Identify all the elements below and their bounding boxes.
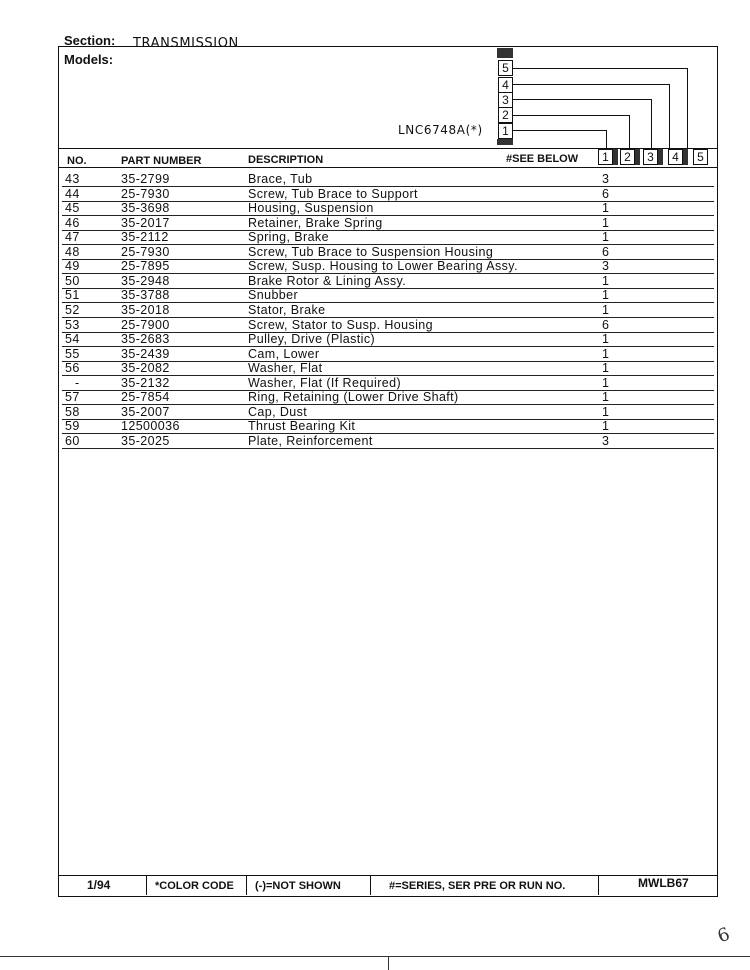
row-part-number: 35-3698 — [121, 201, 170, 216]
row-description: Thrust Bearing Kit — [248, 419, 356, 434]
row-part-number: 35-2017 — [121, 215, 170, 230]
row-number: 43 — [65, 172, 80, 186]
series-col-4: 4 — [668, 149, 683, 165]
row-qty: 3 — [602, 433, 610, 448]
row-description: Cap, Dust — [248, 404, 308, 419]
series-col-5: 5 — [693, 149, 708, 165]
col-description: DESCRIPTION — [248, 154, 324, 166]
row-part-number: 35-2082 — [121, 361, 170, 376]
ladder-box-2: 2 — [498, 107, 513, 123]
row-number: 59 — [65, 419, 80, 434]
models-label: Models: — [64, 52, 114, 67]
row-description: Cam, Lower — [248, 346, 320, 361]
section-value: TRANSMISSION — [133, 36, 239, 51]
row-description: Screw, Tub Brace to Support — [248, 186, 418, 201]
row-part-number: 25-7930 — [121, 244, 170, 259]
col-no: NO. — [67, 155, 87, 167]
row-part-number: 35-2018 — [121, 302, 170, 317]
row-description: Housing, Suspension — [248, 201, 374, 216]
row-qty: 1 — [602, 419, 610, 434]
row-part-number: 35-2007 — [121, 404, 170, 419]
row-number: 46 — [65, 215, 80, 230]
header-top-rule — [59, 148, 717, 149]
row-number: 56 — [65, 361, 80, 376]
row-qty: 6 — [602, 317, 610, 332]
row-description: Screw, Tub Brace to Suspension Housing — [248, 244, 494, 259]
header-bottom-rule — [59, 167, 717, 168]
row-description: Brake Rotor & Lining Assy. — [248, 273, 407, 288]
row-part-number: 35-3788 — [121, 288, 170, 303]
col-part-number: PART NUMBER — [121, 155, 202, 167]
col-see-below: #SEE BELOW — [506, 153, 579, 165]
row-description: Spring, Brake — [248, 230, 329, 245]
series-col-2: 2 — [620, 149, 635, 165]
row-description: Screw, Susp. Housing to Lower Bearing Assy. — [248, 259, 518, 274]
footer-top-rule — [59, 875, 717, 876]
row-number: 54 — [65, 332, 80, 347]
row-qty: 1 — [602, 273, 610, 288]
row-number: 45 — [65, 201, 80, 216]
footer-series-note: #=SERIES, SER PRE OR RUN NO. — [389, 880, 566, 892]
row-underline — [62, 448, 714, 449]
footer-date: 1/94 — [87, 878, 111, 892]
scan-bottom-line — [0, 956, 750, 957]
row-number: 50 — [65, 273, 80, 288]
model-name: LNC6748A(*) — [398, 123, 483, 137]
row-description: Brace, Tub — [248, 172, 313, 186]
row-number: 47 — [65, 230, 80, 245]
row-number: 60 — [65, 433, 80, 448]
row-number: 55 — [65, 346, 80, 361]
row-number: 57 — [65, 390, 80, 405]
row-number: - — [75, 375, 80, 390]
row-description: Stator, Brake — [248, 302, 326, 317]
series-col-3: 3 — [643, 149, 658, 165]
row-part-number: 35-2683 — [121, 332, 170, 347]
row-description: Retainer, Brake Spring — [248, 215, 383, 230]
row-description: Screw, Stator to Susp. Housing — [248, 317, 434, 332]
row-qty: 1 — [602, 201, 610, 216]
row-number: 44 — [65, 186, 80, 201]
row-part-number: 35-2948 — [121, 273, 170, 288]
series-col-1: 1 — [598, 149, 613, 165]
row-qty: 1 — [602, 288, 610, 303]
row-number: 48 — [65, 244, 80, 259]
row-qty: 1 — [602, 404, 610, 419]
row-part-number: 12500036 — [121, 419, 180, 434]
page-mark: 6 — [714, 923, 733, 948]
ladder-box-4: 4 — [498, 77, 513, 93]
row-qty: 1 — [602, 215, 610, 230]
row-qty: 1 — [602, 302, 610, 317]
row-description: Plate, Reinforcement — [248, 433, 373, 448]
row-part-number: 35-2132 — [121, 375, 170, 390]
ladder-box-1: 1 — [498, 123, 513, 139]
row-qty: 1 — [602, 332, 610, 347]
row-description: Pulley, Drive (Plastic) — [248, 332, 376, 347]
row-part-number: 35-2112 — [121, 230, 169, 245]
footer-not-shown: (-)=NOT SHOWN — [255, 880, 341, 892]
row-part-number: 25-7895 — [121, 259, 170, 274]
row-qty: 1 — [602, 230, 610, 245]
row-number: 58 — [65, 404, 80, 419]
ladder-box-5: 5 — [498, 60, 513, 76]
ladder-box-3: 3 — [498, 92, 513, 108]
row-part-number: 35-2439 — [121, 346, 170, 361]
row-description: Ring, Retaining (Lower Drive Shaft) — [248, 390, 459, 405]
row-description: Washer, Flat (If Required) — [248, 375, 402, 390]
row-number: 51 — [65, 288, 80, 303]
row-qty: 6 — [602, 186, 610, 201]
row-part-number: 35-2025 — [121, 433, 170, 448]
footer-code: MWLB67 — [638, 876, 689, 890]
row-part-number: 35-2799 — [121, 172, 170, 186]
row-number: 49 — [65, 259, 80, 274]
row-part-number: 25-7900 — [121, 317, 170, 332]
row-part-number: 25-7854 — [121, 390, 170, 405]
row-part-number: 25-7930 — [121, 186, 170, 201]
footer-color-code: *COLOR CODE — [155, 880, 234, 892]
row-qty: 6 — [602, 244, 610, 259]
row-description: Snubber — [248, 288, 299, 303]
row-qty: 1 — [602, 375, 610, 390]
row-qty: 1 — [602, 390, 610, 405]
row-qty: 1 — [602, 361, 610, 376]
section-label: Section: — [64, 33, 116, 48]
row-number: 53 — [65, 317, 80, 332]
row-qty: 3 — [602, 259, 610, 274]
row-description: Washer, Flat — [248, 361, 323, 376]
row-number: 52 — [65, 302, 80, 317]
row-qty: 1 — [602, 346, 610, 361]
row-qty: 3 — [602, 172, 610, 186]
